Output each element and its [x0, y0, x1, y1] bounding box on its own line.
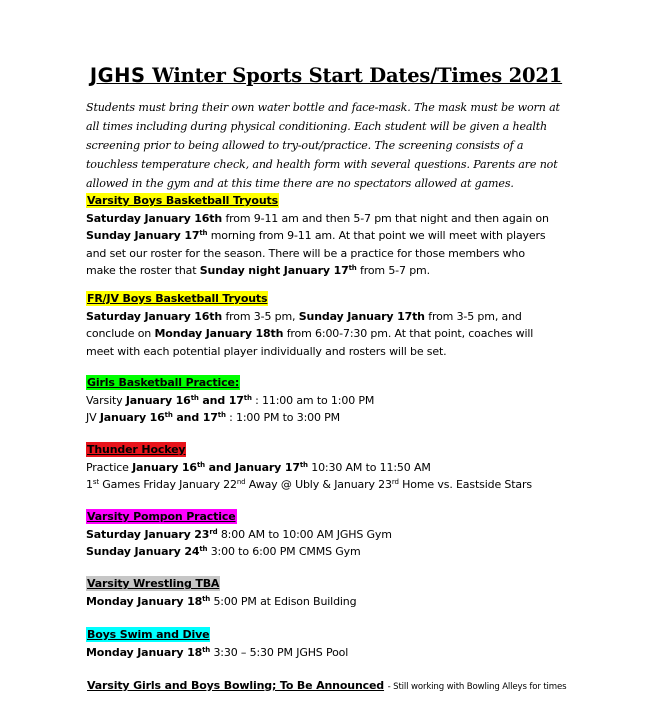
- text-line: Saturday January 16th from 3-5 pm, Sunday January 17th from 3-5 pm, and: [86, 309, 522, 323]
- text-line: Sunday January 24th 3:00 to 6:00 PM CMMS Gym: [86, 545, 361, 558]
- section-varsity-pompon: [86, 508, 586, 561]
- text-line: make the roster that Sunday night January 17th from 5-7 pm.: [86, 264, 430, 277]
- section-header: Girls Basketball Practice:: [87, 376, 240, 389]
- intro-line: touchless temperature check, and health form with several questions. Parents are not: [86, 158, 558, 171]
- section-header: Thunder Hockey: [87, 443, 186, 456]
- section-header: Boys Swim and Dive: [87, 628, 210, 641]
- page-title: [0, 64, 652, 87]
- intro-line: screening prior to being allowed to try-out/practice. The screening consists of a: [86, 139, 524, 152]
- section-thunder-hockey: [86, 441, 586, 494]
- text-line: Sunday January 17th morning from 9-11 am. At that point we will meet with players: [86, 229, 546, 242]
- section-varsity-wrestling: [86, 575, 586, 610]
- title-abbr: JGHS: [89, 64, 146, 87]
- section-frjv-boys-basketball: [86, 290, 586, 360]
- text-line: JV January 16th and 17th : 1:00 PM to 3:00 PM: [86, 411, 341, 424]
- intro-paragraph: [86, 98, 586, 193]
- text-line: Monday January 18th 5:00 PM at Edison Building: [86, 594, 357, 608]
- section-bowling: [86, 677, 586, 697]
- section-header: Varsity Pompon Practice: [87, 510, 236, 523]
- section-header: FR/JV Boys Basketball Tryouts: [87, 292, 268, 305]
- bowling-note: - Still working with Bowling Alleys for times: [385, 682, 567, 692]
- section-boys-swim-dive: [86, 626, 586, 661]
- section-header: Varsity Girls and Boys Bowling; To Be Announced: [87, 679, 385, 692]
- section-header: Varsity Wrestling TBA: [87, 577, 220, 590]
- text-line: 1st Games Friday January 22nd Away @ Ubly & January 23rd Home vs. Eastside Stars: [86, 478, 532, 491]
- intro-line: Students must bring their own water bottle and face-mask. The mask must be worn at: [86, 101, 560, 114]
- text-line: and set our roster for the season. There will be a practice for those members who: [86, 246, 525, 260]
- title-rest: Winter Sports Start Dates/Times 2021: [145, 64, 563, 87]
- section-girls-basketball: [86, 374, 586, 427]
- intro-line: all times including during physical conditioning. Each student will be given a health: [86, 120, 548, 133]
- text-line: Varsity January 16th and 17th : 11:00 am to 1:00 PM: [86, 393, 375, 407]
- text-line: Practice January 16th and January 17th 10:30 AM to 11:50 AM: [86, 460, 431, 474]
- text-line: Saturday January 23rd 8:00 AM to 10:00 AM JGHS Gym: [86, 527, 392, 541]
- section-varsity-boys-basketball: [86, 192, 586, 280]
- text-line: conclude on Monday January 18th from 6:00-7:30 pm. At that point, coaches will: [86, 327, 534, 340]
- text-line: Monday January 18th 3:30 – 5:30 PM JGHS Pool: [86, 645, 349, 659]
- text-line: Saturday January 16th from 9-11 am and then 5-7 pm that night and then again on: [86, 211, 549, 225]
- text-line: meet with each potential player individually and rosters will be set.: [86, 344, 447, 358]
- section-header: Varsity Boys Basketball Tryouts: [87, 194, 279, 207]
- intro-line: allowed in the gym and at this time there are no spectators allowed at games.: [86, 177, 514, 190]
